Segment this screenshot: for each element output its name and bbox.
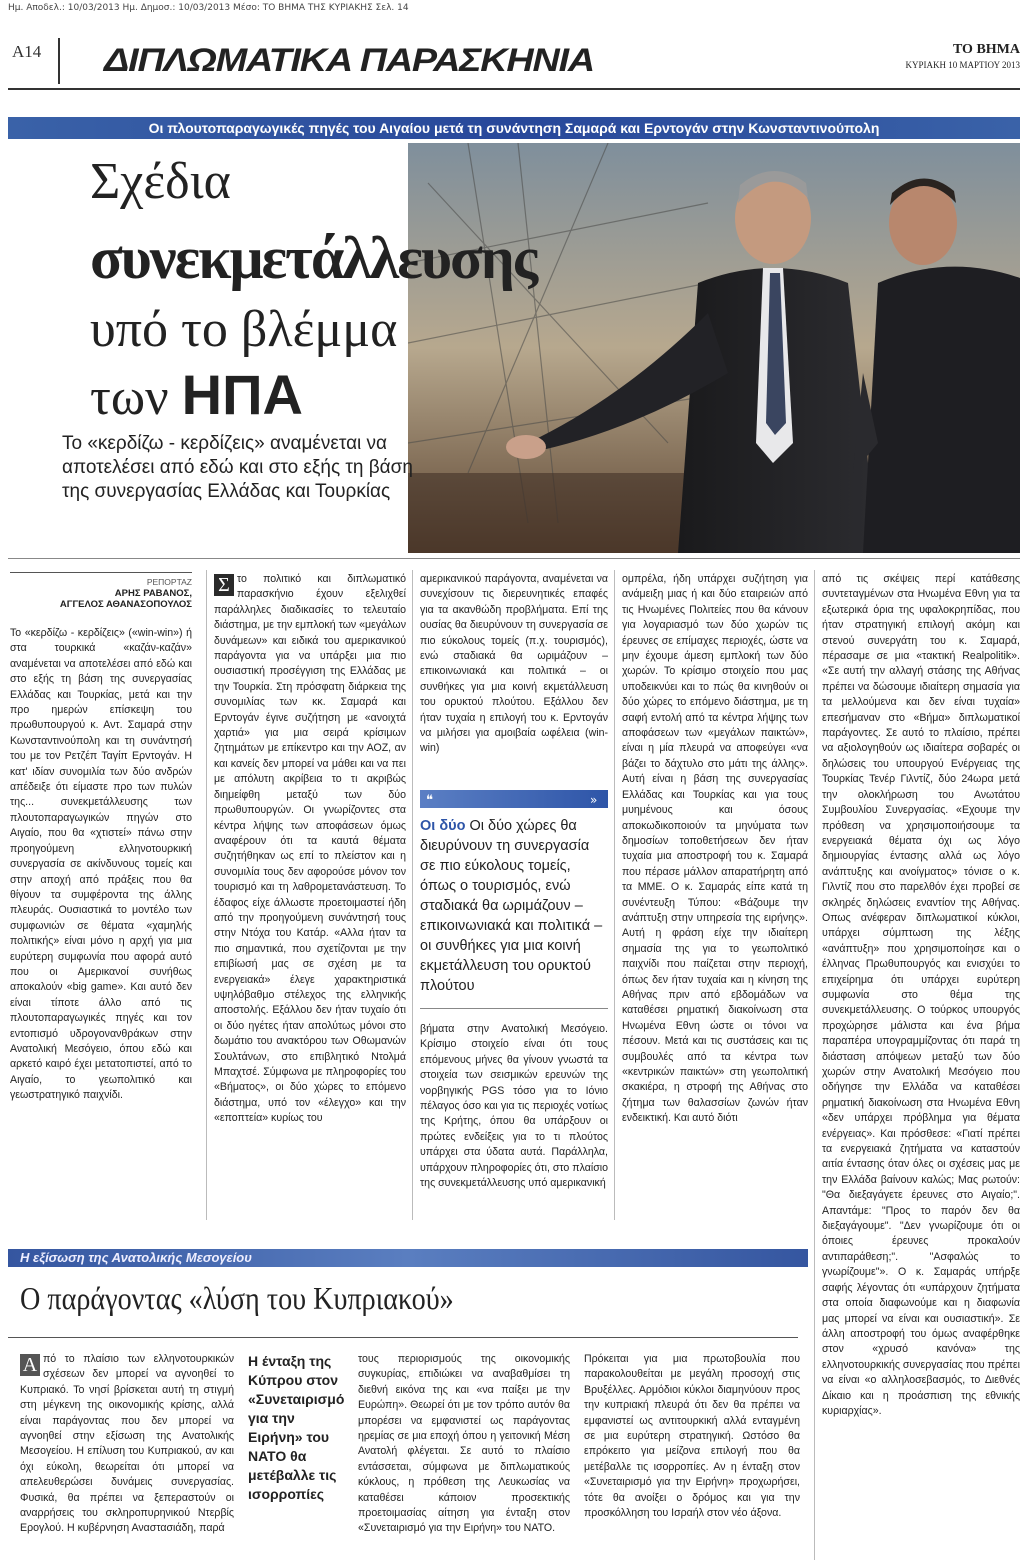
column-rule [412,570,413,1220]
svg-text:»: » [590,793,598,807]
sidebar-column-1 [20,1352,234,1562]
sidebar-kicker-bar: Η εξίσωση της Ανατολικής Μεσογείου [8,1249,808,1267]
byline-author-2: ΑΓΓΕΛΟΣ ΑΘΑΝΑΣΟΠΟΥΛΟΣ [59,599,192,610]
byline-label: ΡΕΠΟΡΤΑΖ [146,577,192,587]
sidebar-column-3: Πρόκειται για μια πρωτοβουλία που παρακολουθείται με μεγάλη προσοχή στις Βρυξέλλες. Αρμόδιοι κύκλοι διαμηνύουν προς την κυπριακή πλευρά ότι δεν θα πρέπει να εμφανιστεί ως αντιτουρκική αλλά ενταγμένη σε μια ευρύτερη στρατηγική. Ωστόσο θα επρόκειτο για μείζονα επιλογή που θα μετέβαλλε τις ισορροπίες. Αν η ένταξη στον «Συνεταιρισμό για την Ειρήνη» προχωρήσει, τότε θα ανοίξει ο δρόμος και για την προσκόλληση του Ισραήλ στον νέο άξονα. [584,1353,800,1520]
headline-line-2: συνεκμετάλλευσης [90,225,537,291]
headline-line-1: Σχέδια [90,153,231,210]
quote-mark-icon [420,790,608,808]
photo-illustration [408,143,1020,553]
article-photo [408,143,1020,553]
sidebar-rule [8,1337,798,1338]
sidebar-headline: Ο παράγοντας «λύση του Κυπριακού» [20,1280,454,1316]
pull-quote-lead: Οι δύο [420,818,466,834]
headline-word-hpa: ΗΠΑ [181,363,303,426]
article-column-5: από τις σκέψεις περί κατάθεσης συντεταγμένων στα Ηνωμένα Εθνη για τα εξωτερικά όρια της υφαλοκρηπίδας, που ήταν στρατηγική επιλογή ακόμη και στενού συνεργάτη του κ. Σαμαρά, πέρασαμε σε μια «τακτική Realpolitik». «Σε αυτή την αλλαγή στάσης της Αθήνας πρέπει να δώσουμε ιδιαίτερη σημασία για τα μελλούμενα και δεν είναι τυχαία» επεσήμαναν στο «Βήμα» διπλωματικοί παράγοντες. Σε αυτό το πλαίσιο, πρέπει να αξιολογηθούν ως ιδιαίτερα σοβαρές οι δηλώσεις του υπουργού Ενέργειας της Τουρκίας Τενέρ Γιλντίζ, δύο 24ωρα μετά την ολοκλήρωση του Ανωτάτου Συμβουλίου Συνεργασίας. «Εχουμε την πρόθεση να χρησιμοποιήσουμε τα ενεργειακά θέματα όχι ως λόγο δημιουργίας έντασης αλλά ως λόγο ανάπτυξης και ανοίγματος» τόνισε ο κ. Γιλντίζ που στο παρελθόν έχει προβεί σε σκληρές δηλώσεις εναντίον της Αθήνας. Οπως ανέφεραν διπλωματικοί κύκλοι, υπάρχει σύμπτωση της λέξης «ανάπτυξη» που χρησιμοποίησε και ο έλληνας Πρωθυπουργός και ενισχύει το επιχείρημα ότι υπάρχει ευρύτερη συμφωνία στο θέμα της συνεκμετάλλευσης. Ο τούρκος υπουργός προχώρησε μάλιστα και ένα βήμα παραπέρα υπογραμμίζοντας ότι παρά τη διάσταση απόψεων μεταξύ των δύο χωρών στην Ανατολική Μεσόγειο που οδήγησε την Ελλάδα να καταθέσει ρηματική διακοίνωση στα Ηνωμένα Εθνη «δεν υπάρχει πρόβλημα για θέματα ενέργειας». Και πρόσθεσε: «Γιατί πρέπει τα ενεργειακά ζητήματα να καταστούν αιτία έντασης όταν όλες οι σχέσεις μας με την Ελλάδα βαίνουν καλώς; Μας ρωτούν: "Θα διεξαγάγετε έρευνες στο Αιγαίο;". Απαντάμε: "Προς το παρόν δεν θα διεξαγάγουμε". "Δεν γνωρίζουμε ότι οι όποιες έρευνες προκαλούν αντιπαράθεση;". "Ασφαλώς το γνωρίζουμε"». Ο κ. Σαμαράς υπήρξε σαφής λέγοντας ότι «υπάρχουν ζητήματα στα οποία διαφωνούμε και η διαφωνία μας μπορεί να είναι και ουσιαστική». Σε άλλη αποστροφή του όμως αναφέρθηκε στον «χρυσό κανόνα» της ελληνοτουρκικής συνεργασίας που πρέπει να είναι «ο αλληλοσεβασμός, το Διεθνές Δίκαιο και η προάσπιση της εθνικής κυριαρχίας». [822,573,1020,1417]
headline-word-ton: των [90,369,169,426]
article-column-4: ομπρέλα, ήδη υπάρχει συζήτηση για ανάμειξη μιας ή και δύο εταιρειών από τις Ηνωμένες Πολιτείες που θα κάνουν για λογαριασμό των δύο χωρών τις έρευνες σε επίμαχες περιοχές, ώστε να μην έχουμε άμεση εμπλοκή των δύο χωρών. Το κρίσιμο στοιχείο που μας υποδεικνύει και το πώς θα κινηθούν οι δύο χώρες το επόμενο διάστημα, με τη σαφή εντολή από τα κέντρα λήψης των αποφάσεων των «μεγάλων παικτών», είναι η μία πλευρά να αποφεύγει «να βάζει το δάχτυλο στο μάτι της άλλης». Αυτή είναι η βάση της συνεργασίας Ελλάδας και Τουρκίας και για τους μυημένους και όσους αποκωδικοποιούν τα μηνύματα των δημοσίων τοποθετήσεων δεν ήταν τυχαία μια αποστροφή του κ. Σαμαρά που πέρασε μάλλον απαρατήρητη από τα ΜΜΕ. Ο κ. Σαμαράς είπε κατά τη συνέντευξη Τύπου: «Βάζουμε την ανάπτυξη στην υπηρεσία της ειρήνης». Αυτή η φράση είχε την ιδιαίτερη σημασία της για το γεωπολιτικό παιχνίδι που παίζεται στην περιοχή, όπως δεν ήταν τυχαία και η κίνηση της Αθήνας πριν από εβδομάδων να καταθέσει ρηματική διακοίνωση στα Ηνωμένα Εθνη ώστε οι τόνοι να πέσουν. Μετά και τις συστάσεις και τις συμβουλές από τα κέντρα των «κεντρικών παικτών» στη γεωπολιτική σκακιέρα, η στροφή της Αθήνας στο ζήτημα των θαλασσίων ζωνών ήταν ενδεικτική. Και αυτό διότι [622,573,808,1125]
article-deck: Το «κερδίζω - κερδίζεις» αναμένεται να αποτελέσει από εδώ και στο εξής τη βάση της συνεργασίας Ελλάδας και Τουρκίας [62,433,413,502]
article-column-2-text: το πολιτικό και διπλωματικό παρασκήνιο έχουν εξελιχθεί παράλληλες διαδικασίες το τελευταίο διάστημα, με την εμπλοκή των «μεγάλων δυνάμεων» και ειδικά του αμερικανικού παράγοντα για να υπάρξει μια πιο ουσιαστική προσέγγιση της Ελλάδας με την Τουρκία. Στη πρόσφατη διάρκεια της συνομιλίας των κκ. Σαμαρά και Ερντογάν έγινε συζήτηση με «ανοιχτά χαρτιά» για μια σειρά κρίσιμων ζητημάτων με επίκεντρο και την ΑΟΖ, αν και κανείς δεν μπορεί να μάθει και να πει με απόλυτη ακρίβεια το τι ακριβώς διημείφθη μεταξύ των δύο πρωθυπουργών. Οι γνωρίζοντες στα κέντρα λήψης των αποφάσεων όμως αναφέρουν ότι τα καυτά θέματα συζητήθηκαν ως επί το πλείστον και η συνομιλία τους δεν αφορούσε μόνον τον τουρισμό και τη λαθρομετανάστευση. Το έδαφος είχε άλλωστε προετοιμαστεί ήδη από την προηγούμενη συνάντησή τους στην Ντόχα του Κατάρ. «Αλλα ήταν τα πιο σημαντικά, που σχετίζονται με την επιβίωσή μας σε σχέση με τα ενεργειακά» έλεγε χαρακτηριστικά υψηλόβαθμο στέλεχος της ελληνικής αποστολής. Εξάλλου δεν ήταν τυχαίο ότι οι δύο ηγέτες ήταν απολύτως μόνοι στο δωμάτιο του ανακτόρου των Οθωμανών Σουλτάνων, στο επιβλητικό Ντολμά Μπαχτσέ. Σύμφωνα με πληροφορίες του «Βήματος», οι δύο χώρες το επόμενο διάστημα, υπό τον «έλεγχο» και την «εποπτεία» κυρίως του [214,573,406,1125]
sidebar-column-2: τους περιορισμούς της οικονομικής συγκυρίας, επιδιώκει να αναβαθμίσει τη διεθνή εικόνα της και «να παίξει με την Ευρώπη». Θεωρεί ότι με τον τρόπο αυτόν θα μπορέσει να εμφανιστεί ως παράγοντας ηρεμίας σε μια εποχή όπου η γειτονική Μέση Ανατολή φλέγεται. Σε αυτό το πλαίσιο εντάσσεται, σύμφωνα με διπλωματικούς κύκλους, η πρόθεση της Λευκωσίας να καταθέσει κάποιον προσεκτικής προετοιμασίας αίτηση για ένταξη στον «Συνεταιρισμό για την Ειρήνη» του ΝΑΤΟ. [358,1353,570,1535]
sidebar-pull-quote: Η ένταξη της Κύπρου στον «Συνεταιρισμό για την Ειρήνη» του ΝΑΤΟ θα μετέβαλλε τις ισορροπίες [248,1353,345,1502]
photo-rule [8,558,1020,559]
header-divider [58,38,60,84]
sidebar-column-1-text: πό το πλαίσιο των ελληνοτουρκικών σχέσεων δεν μπορεί να αγνοηθεί το Κυπριακό. Το νησί βρίσκεται αυτή τη στιγμή στη μέγκενη της οικονομικής κρίσης, αλλά είναι παράγοντας που δεν μπορεί να αγνοηθεί στην εξίσωση της Ανατολικής Μεσογείου. Η επίλυση του Κυπριακού, αν και όχι εύκολη, θεωρείται ότι μπορεί να απελευθερώσει δυνάμεις συνεργασίας. Φυσικά, θα πρέπει να ξεπεραστούν οι αναρρήσεις του σκληροπυρηνικού Ντερβίς Ερογλού. Η κυβέρνηση Αναστασιάδη, παρά [20,1353,234,1535]
column-rule [206,570,207,1220]
byline [10,572,192,610]
column-rule [814,570,815,1560]
newspaper-name: ΤΟ ΒΗΜΑ [952,42,1020,57]
article-column-3-bottom: βήματα στην Ανατολική Μεσόγειο. Κρίσιμο στοιχείο είναι ότι τους επόμενους μήνες θα γίνουν γνωστά τα στοιχεία των σεισμικών ερευνών της νορβηγικής PGS τόσο για το Ιόνιο πέλαγος όσο και για τις περιοχές νοτίως της Κρήτης, όπου θα υπάρξουν οι πρώτες ενδείξεις για το τι πλούτος υπάρχει στα ύδατα αυτά. Παράλληλα, υπάρχουν πληροφορίες ότι, στο πλαίσιο της συνεκμετάλλευσης υπό αμερικανική [420,1023,608,1190]
issue-date: ΚΥΡΙΑΚΗ 10 ΜΑΡΤΙΟΥ 2013 [905,60,1020,70]
quote-bar [420,790,608,808]
byline-author-1: ΑΡΗΣ ΡΑΒΑΝΟΣ, [114,588,192,599]
quote-rule [420,1008,608,1009]
headline-line-4 [90,362,303,427]
section-title: ΔΙΠΛΩΜΑΤΙΚΑ ΠΑΡΑΣΚΗΝΙΑ [104,42,594,78]
headline-line-3: υπό το βλέμμα [90,301,398,358]
pull-quote-box [420,790,608,1009]
clipping-meta: Ημ. Αποδελ.: 10/03/2013 Ημ. Δημοσ.: 10/03/2013 Μέσο: ΤΟ ΒΗΜΑ ΤΗΣ ΚΥΡΙΑΚΗΣ Σελ. 14 [8,3,409,13]
article-kicker-banner: Οι πλουτοπαραγωγικές πηγές του Αιγαίου μετά τη συνάντηση Σαμαρά και Ερντογάν στην Κωνσταντινούπολη [8,117,1020,139]
article-column-3-top: αμερικανικού παράγοντα, αναμένεται να συνεχίσουν τις διερευνητικές επαφές για τα ακανθώδη προβλήματα. Επί της ουσίας θα διευρύνουν τη συνεργασία σε πιο εύκολους τομείς (π.χ. τουρισμός), ενώ σταδιακά θα ωριμάζουν – επικοινωνιακά και πολιτικά – οι συνθήκες για μια κοινή εκμετάλλευση του ορυκτού πλούτου. Εξάλλου δεν ήταν τυχαία η επιλογή του κ. Ερντογάν να μιλήσει για αμοιβαία ωφέλεια (win-win) [420,573,608,755]
pull-quote-text [420,816,608,996]
svg-text:❝: ❝ [426,793,433,808]
pull-quote-body: Οι δύο χώρες θα διευρύνουν τη συνεργασία σε πιο εύκολους τομείς, όπως ο τουρισμός, ενώ σταδιακά θα ωριμάζουν – επικοινωνιακά και πολιτικά – οι συνθήκες για μια κοινή εκμετάλλευση του ορυκτού πλούτου [420,818,603,994]
article-column-2 [214,572,406,1217]
header-rule [8,88,1020,90]
column-rule [614,570,615,1220]
page-number: Α14 [12,42,42,61]
article-column-1: Το «κερδίζω - κερδίζεις» («win-win») ή στα τουρκικά «καζάν-καζάν» αναμένεται να αποτελέσει από εδώ και στο εξής τη βάση της συνεργασίας Ελλάδας και Τουρκίας, μετά και την προ ημερών επίσκεψη του πρωθυπουργού κ. Αντ. Σαμαρά στην Κωνσταντινούπολη και τη συνάντησή του με τον Ρετζέπ Ταγίπ Ερντογάν. Η κατ' ιδίαν συνομιλία των δύο ανδρών απέδειξε ότι είμαστε προ των πυλών της... συνεκμετάλλευσης των πλουτοπαραγωγικών πηγών στο Αιγαίο, που θα «χτιστεί» πάνω στην προηγούμενη ελληνοτουρκική συνεργασία σε ακίνδυνους τομείς και στην αποχή από πράξεις που θα θίγουν τα συμφέροντα της άλλης πλευράς. Ουσιαστικά το μοντέλο των συμφωνιών σε θέματα «χαμηλής πολιτικής» είναι μόνο η αρχή για μια ευρύτερη συμφωνία που αφορά αυτό που οι Αμερικανοί συνήθως αποκαλούν «big game». Και αυτό δεν είναι τίποτε άλλο από τις πλουτοπαραγωγικές πηγές και τον εντοπισμό υδρογονανθράκων στην Ανατολική Μεσόγειο, όπου εδώ και αρκετό καιρό έχει μετατοπιστεί, από το Αιγαίο, το γεωπολιτικό και γεωστρατηγικό παιχνίδι. [10,627,192,1102]
dropcap: Σ [214,574,234,596]
sidebar-dropcap: Α [20,1354,40,1376]
